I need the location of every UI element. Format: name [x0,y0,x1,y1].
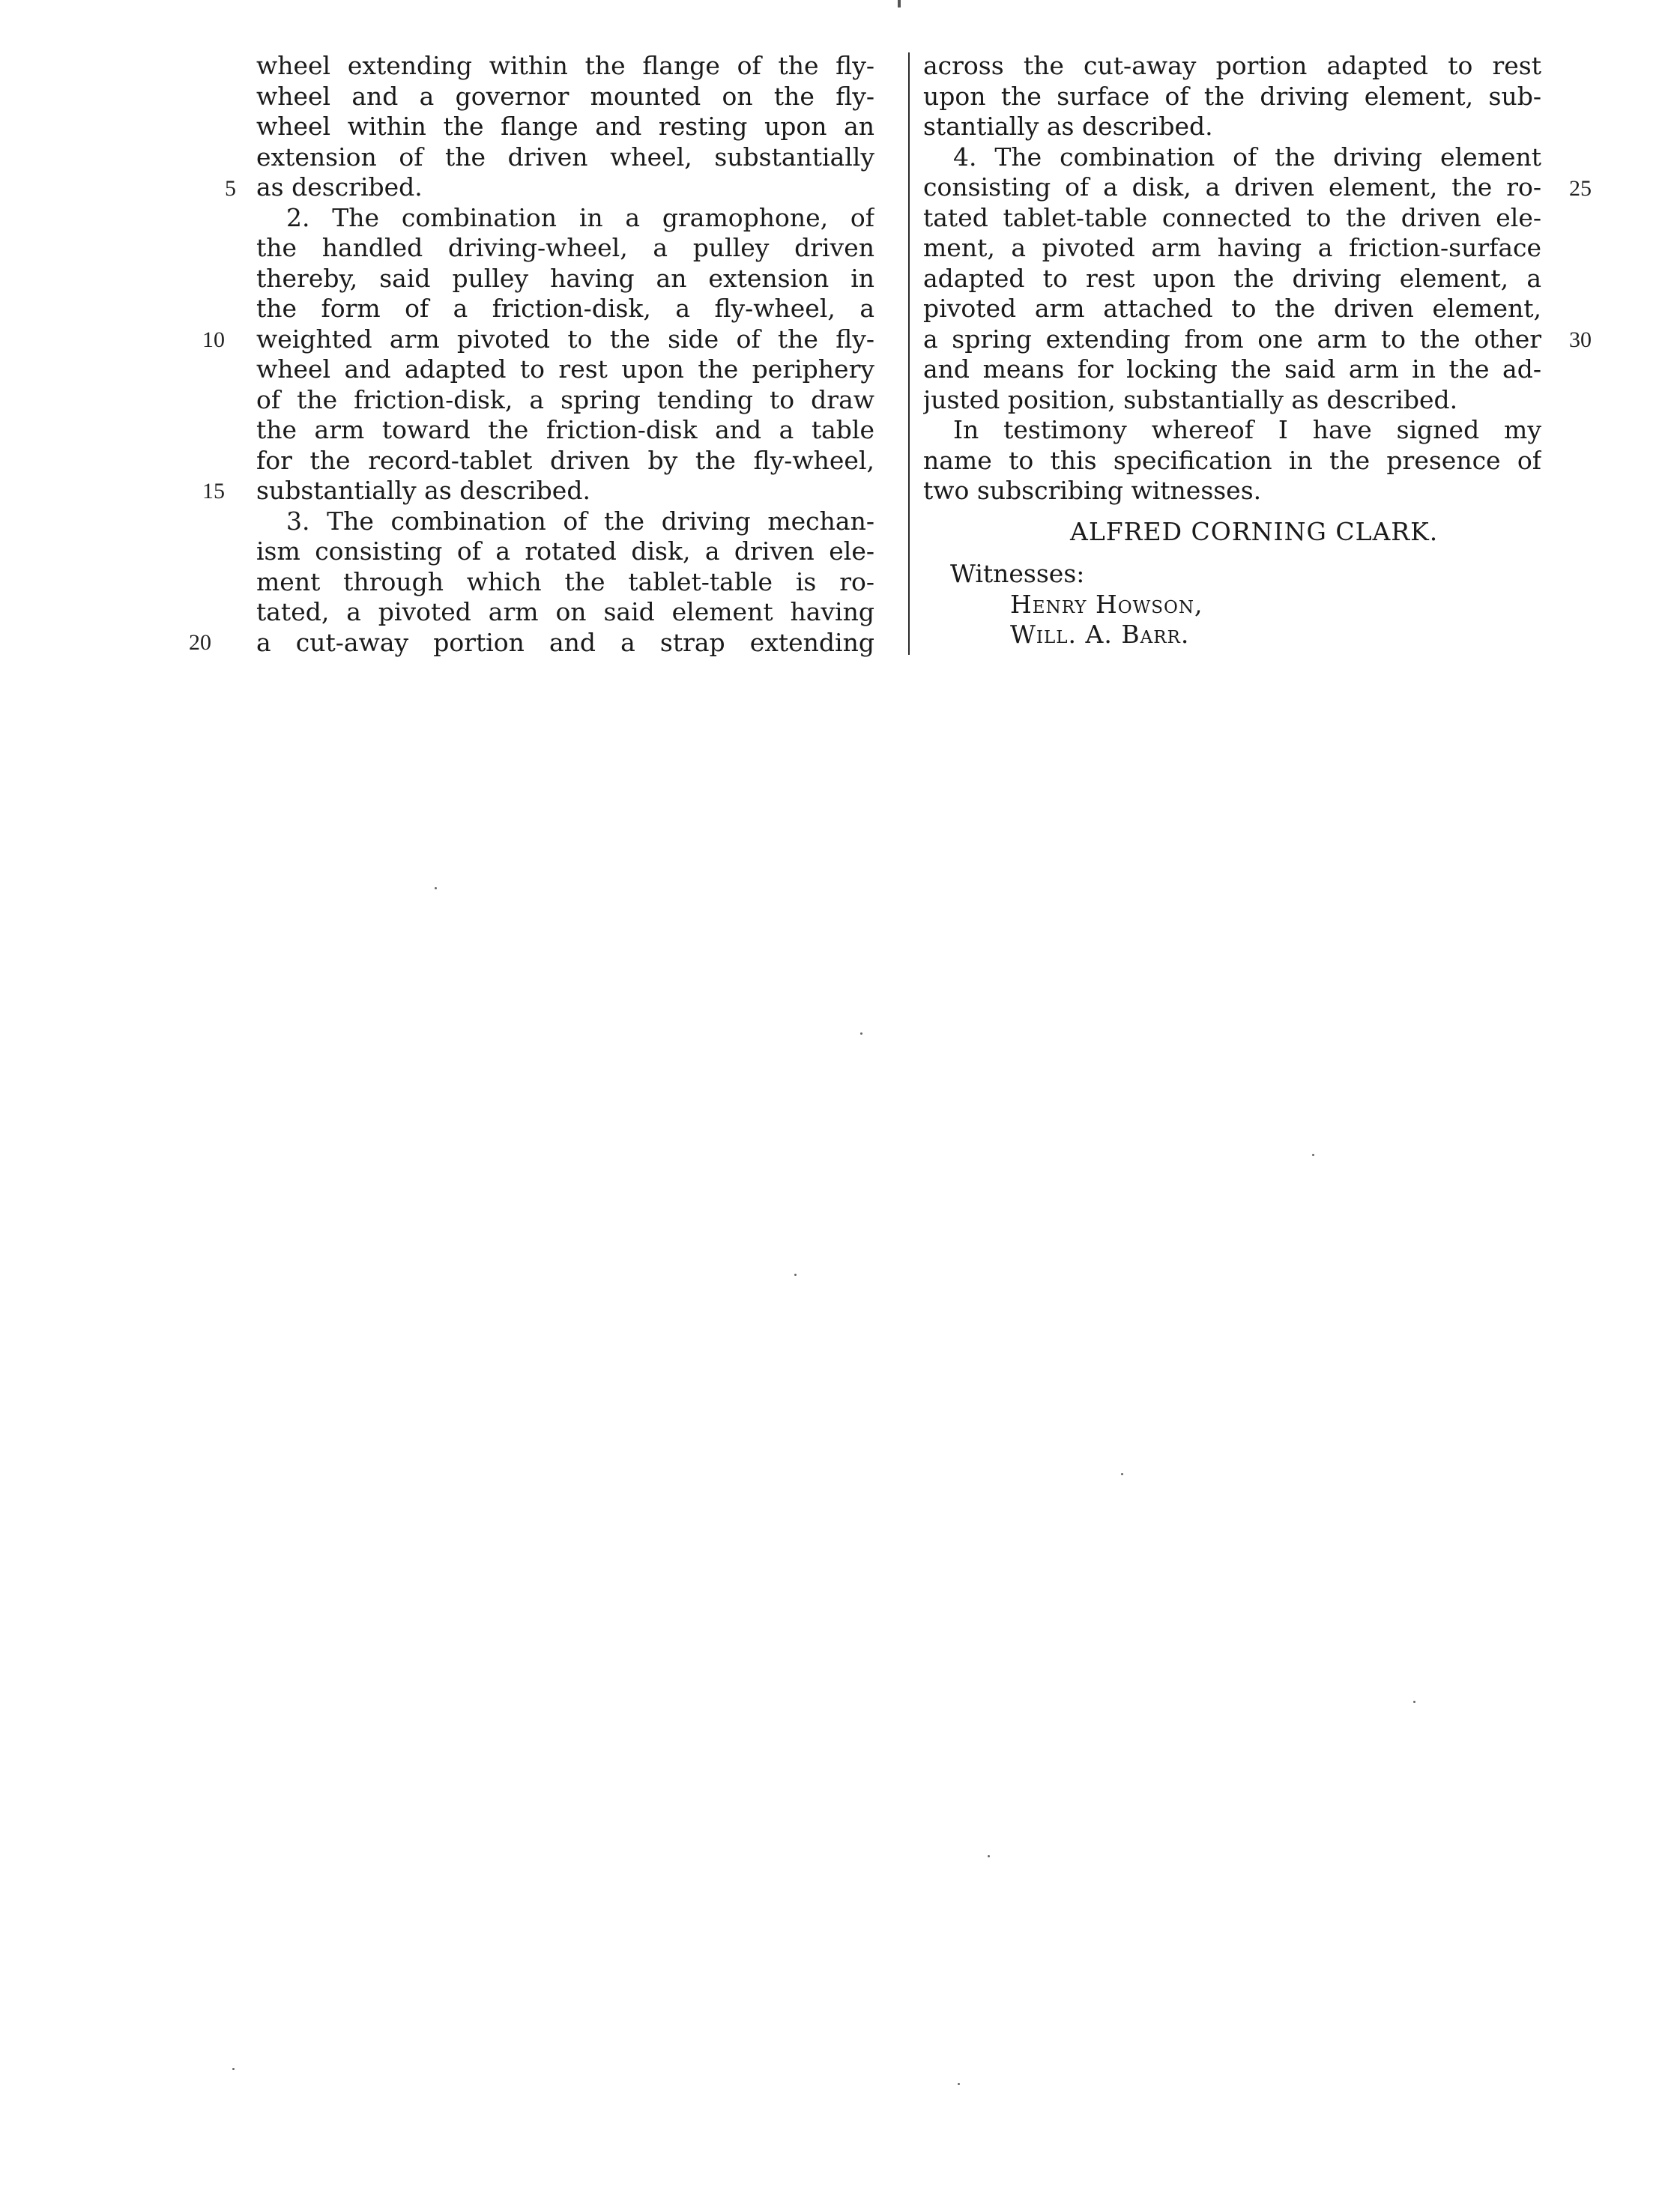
text-line: weighted arm pivoted to the side of the fly- [256,324,874,354]
text-line: pivoted arm attached to the driven element, [923,294,1541,323]
text-line: tated tablet-table connected to the driven ele- [923,202,1541,232]
scan-speck [988,1855,990,1857]
line-number-5: 5 [225,176,236,201]
witness-name: Will. A. Barr. [1010,620,1190,649]
text-line: a spring extending from one arm to the other [923,324,1541,354]
text-line: wheel and adapted to rest upon the periphery [256,354,874,384]
text-line: consisting of a disk, a driven element, the ro- [923,172,1541,202]
text-line: justed position, substantially as described. [923,384,1458,414]
text-line: ment, a pivoted arm having a friction-surface [923,233,1541,262]
scan-speck [435,887,437,889]
line-number-30: 30 [1569,327,1592,352]
text-line: ism consisting of a rotated disk, a driven ele- [256,536,874,566]
scan-speck [1121,1473,1123,1475]
testimony-start: In testimony whereof I have signed my [953,415,1541,444]
text-line: for the record-tablet driven by the fly-wheel, [256,445,874,475]
claim-3-start: 3. The combination of the driving mechan- [286,506,874,536]
line-number-25: 25 [1569,176,1592,201]
text-line: thereby, said pulley having an extension in [256,263,874,293]
claim-2-start: 2. The combination in a gramophone, of [286,202,874,232]
text-line: tated, a pivoted arm on said element having [256,597,874,626]
text-line: upon the surface of the driving element, sub- [923,81,1541,111]
text-line: wheel extending within the flange of the fly- [256,51,874,80]
scan-speck [1413,1701,1415,1703]
text-line: and means for locking the said arm in the ad- [923,354,1541,384]
text-line: two subscribing witnesses. [923,476,1262,505]
right-text-column [923,51,1541,650]
text-line: wheel within the flange and resting upon an [256,112,874,141]
top-edge-mark [898,0,901,7]
line-number-15: 15 [202,479,225,503]
text-line: stantially as described. [923,112,1213,141]
text-line: wheel and a governor mounted on the fly- [256,81,874,111]
text-line: the arm toward the friction-disk and a table [256,415,874,444]
claim-4-start: 4. The combination of the driving element [953,142,1541,172]
inventor-signature: ALFRED CORNING CLARK. [1070,516,1439,546]
text-line: adapted to rest upon the driving element, a [923,263,1541,293]
witnesses-label: Witnesses: [950,559,1085,588]
text-line: a cut-away portion and a strap extending [256,627,874,657]
scan-speck [232,2068,235,2070]
left-text-column [256,51,874,658]
scan-speck [958,2083,960,2085]
text-line: the form of a friction-disk, a fly-wheel, a [256,294,874,323]
line-number-20: 20 [189,630,211,655]
text-line: of the friction-disk, a spring tending to draw [256,384,874,414]
line-number-10: 10 [202,327,225,352]
text-line: extension of the driven wheel, substantially [256,142,874,172]
scan-speck [1312,1154,1314,1156]
text-line: ment through which the tablet-table is ro- [256,566,874,596]
text-line: as described. [256,172,423,202]
text-line: name to this specification in the presence of [923,445,1541,475]
column-divider [908,52,910,655]
scan-speck [860,1032,862,1035]
text-line: the handled driving-wheel, a pulley driven [256,233,874,262]
text-line: substantially as described. [256,476,590,505]
scan-speck [794,1274,797,1276]
witness-name: Henry Howson, [1010,589,1203,619]
text-line: across the cut-away portion adapted to rest [923,51,1541,80]
